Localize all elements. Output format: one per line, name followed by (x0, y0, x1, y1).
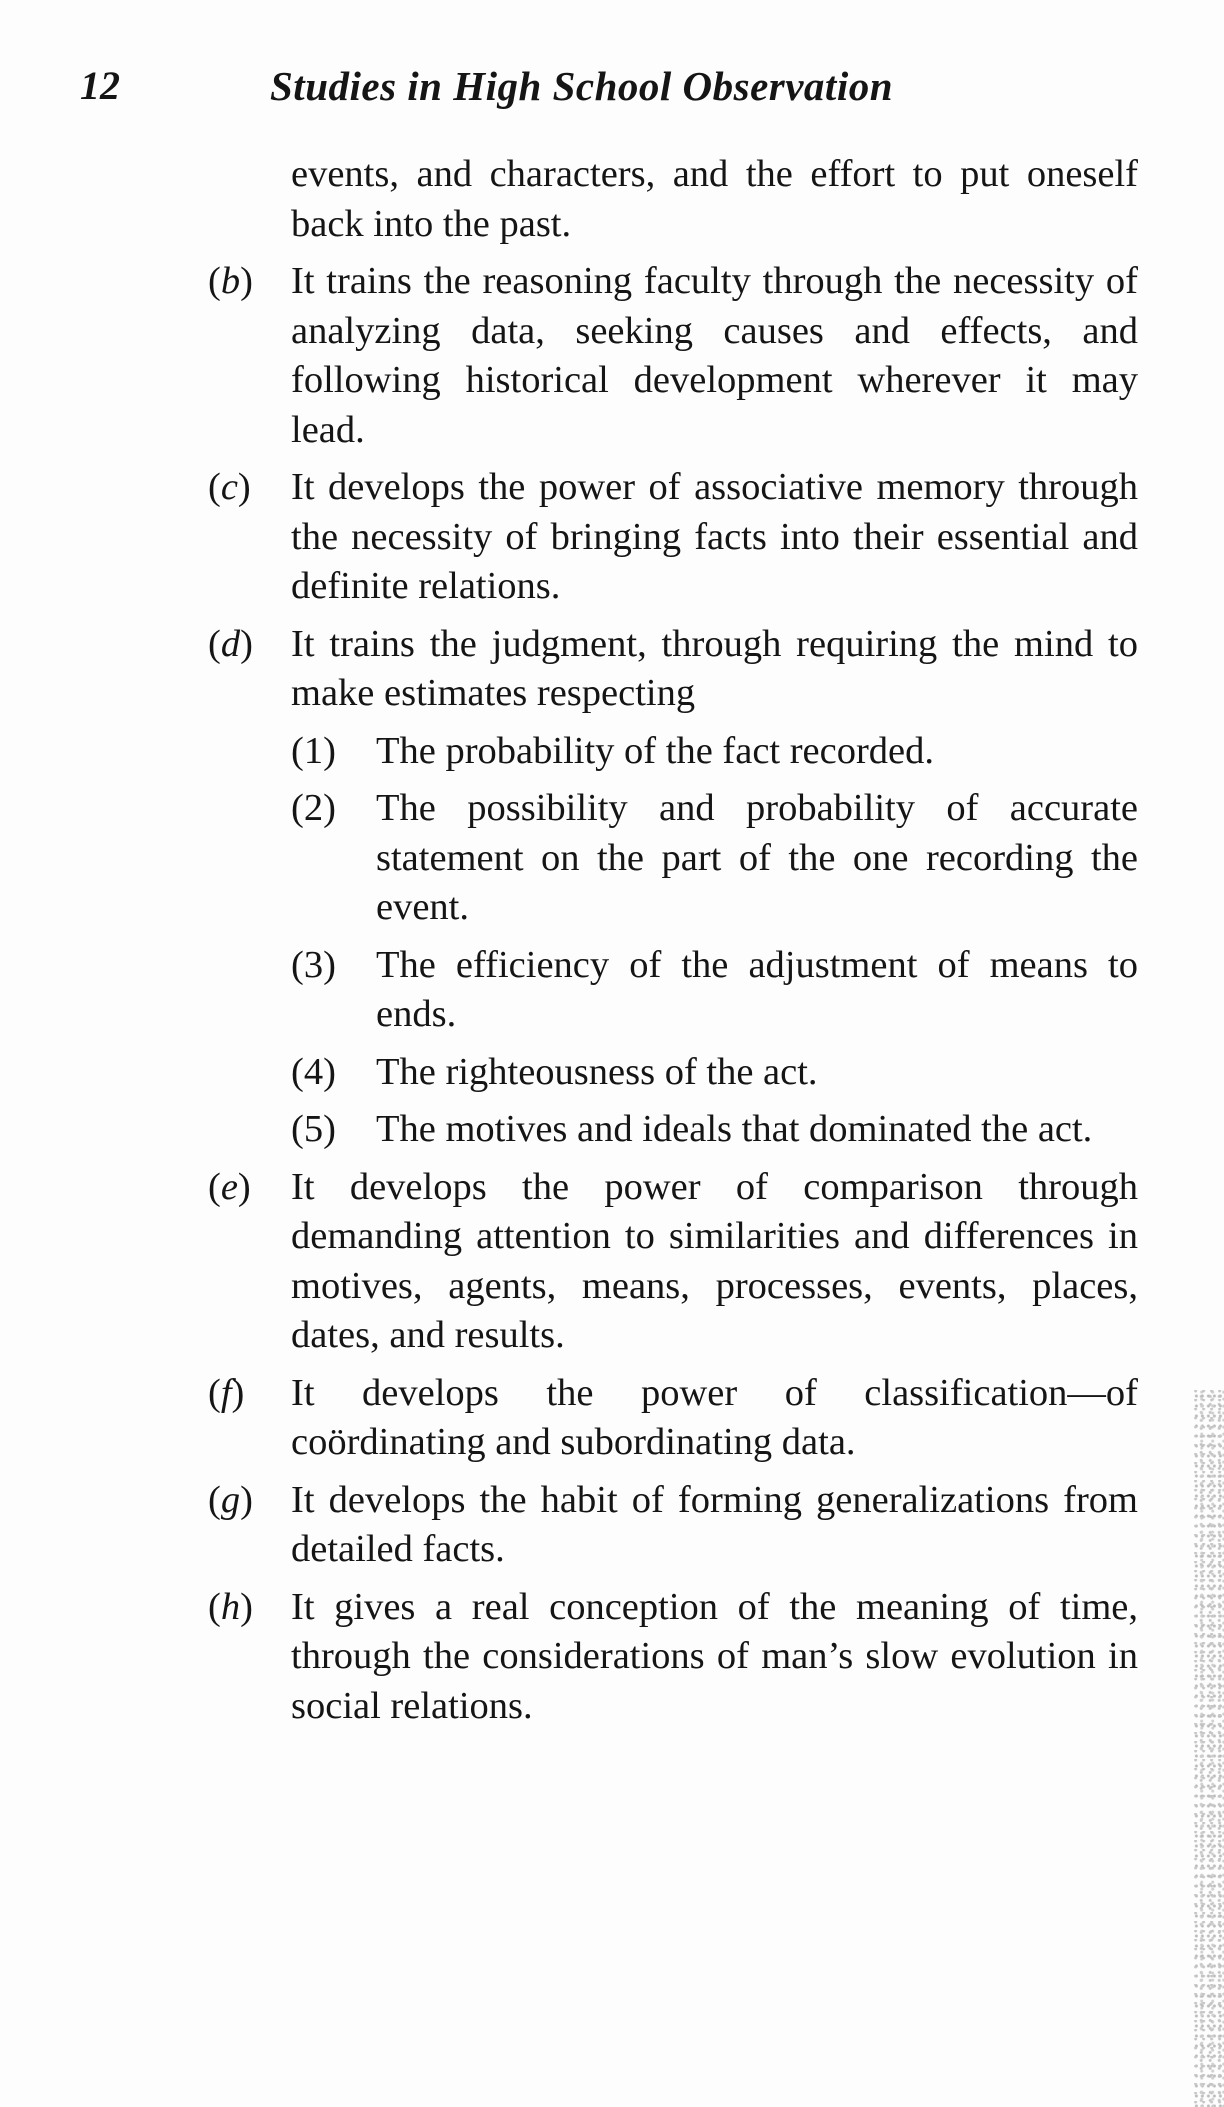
continuation-paragraph: events, and characters, and the effort to put oneself back into the past. (291, 153, 1138, 245)
item-text: It trains the judgment, through requiring the mind to make estimates respecting (291, 622, 1138, 714)
sub-item-5 (291, 1105, 1138, 1155)
item-text: It develops the power of classification—of coördinating and subordinating data. (291, 1371, 1138, 1463)
list-item-d (208, 620, 1138, 719)
page-header (80, 62, 1140, 122)
item-label: (c) (208, 466, 251, 508)
item-label: (g) (208, 1478, 253, 1521)
sub-item-label: (3) (291, 943, 336, 986)
list-item-h (208, 1583, 1138, 1732)
item-label: (e) (208, 1165, 251, 1208)
item-text: It develops the power of associative memory through the necessity of bringing facts into their essential and definite relations. (291, 466, 1138, 607)
page-number: 12 (80, 63, 120, 108)
item-label: (d) (208, 622, 253, 665)
list-item-b (208, 257, 1138, 455)
item-text: It develops the habit of forming generalizations from detailed facts. (291, 1478, 1138, 1570)
sub-item-text: The efficiency of the adjustment of means to ends. (376, 943, 1138, 1035)
sub-item-text: The probability of the fact recorded. (376, 729, 935, 772)
sub-list (208, 727, 1138, 1155)
sub-item-1 (291, 727, 1138, 777)
list-item-f (208, 1369, 1138, 1468)
sub-item-label: (5) (291, 1108, 336, 1150)
sub-item-3 (291, 941, 1138, 1040)
sub-item-text: The righteousness of the act. (376, 1050, 818, 1093)
sub-item-text: The motives and ideals that dominated the act. (376, 1108, 1093, 1150)
item-text: It develops the power of comparison through demanding attention to similarities and differences in motives, agents, means, processes, events, places, dates, and results. (291, 1165, 1138, 1356)
item-label: (f) (208, 1371, 245, 1414)
item-label: (b) (208, 260, 253, 302)
page-edge-speckle (1194, 1390, 1224, 2107)
item-text: It trains the reasoning faculty through the necessity of analyzing data, seeking causes and effects, and following historical development wherever it may lead. (291, 260, 1138, 451)
sub-item-label: (4) (291, 1050, 336, 1093)
sub-item-label: (1) (291, 729, 336, 772)
sub-item-label: (2) (291, 787, 336, 829)
sub-item-4 (291, 1048, 1138, 1098)
sub-item-text: The possibility and probability of accurate statement on the part of the one recording the event. (376, 787, 1138, 928)
body-text (208, 150, 1138, 1739)
list-item-g (208, 1476, 1138, 1575)
list-item-e (208, 1163, 1138, 1361)
sub-item-2 (291, 784, 1138, 933)
item-label: (h) (208, 1585, 253, 1628)
running-head: Studies in High School Observation (270, 63, 894, 109)
item-text: It gives a real conception of the meaning of time, through the considerations of man’s slow evolution in social relations. (291, 1585, 1138, 1727)
list-item-c (208, 463, 1138, 612)
